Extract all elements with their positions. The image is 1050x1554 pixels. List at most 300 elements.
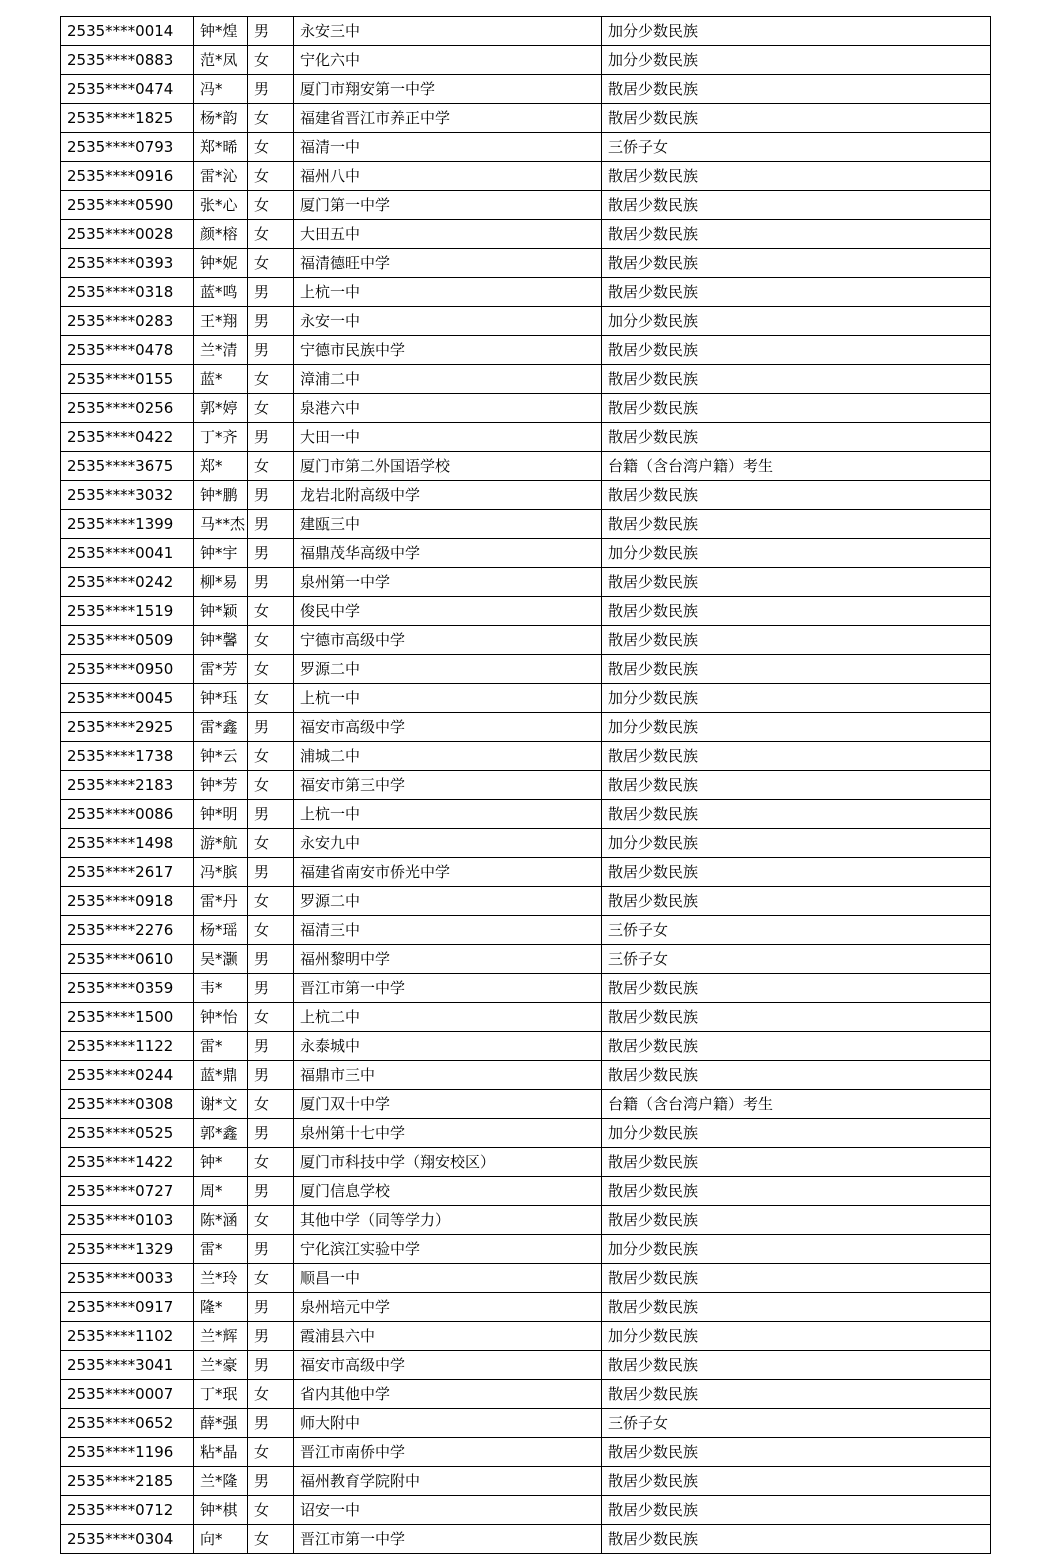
cell-name: 雷*芳 [194, 655, 248, 684]
cell-name: 丁*珉 [194, 1380, 248, 1409]
cell-type: 台籍（含台湾户籍）考生 [602, 1090, 991, 1119]
cell-sex: 女 [248, 1264, 294, 1293]
cell-type: 加分少数民族 [602, 46, 991, 75]
cell-id: 2535****0283 [61, 307, 194, 336]
cell-id: 2535****0474 [61, 75, 194, 104]
cell-school: 厦门市翔安第一中学 [294, 75, 602, 104]
candidate-roster-table [60, 16, 991, 1554]
cell-id: 2535****0007 [61, 1380, 194, 1409]
cell-name: 兰*清 [194, 336, 248, 365]
cell-school: 福鼎茂华高级中学 [294, 539, 602, 568]
cell-sex: 女 [248, 655, 294, 684]
cell-sex: 男 [248, 481, 294, 510]
table-row [61, 423, 991, 452]
cell-sex: 女 [248, 597, 294, 626]
cell-sex: 男 [248, 974, 294, 1003]
table-row [61, 1032, 991, 1061]
cell-id: 2535****0045 [61, 684, 194, 713]
cell-type: 散居少数民族 [602, 162, 991, 191]
cell-school: 大田五中 [294, 220, 602, 249]
cell-sex: 女 [248, 626, 294, 655]
cell-school: 福州黎明中学 [294, 945, 602, 974]
cell-sex: 女 [248, 1003, 294, 1032]
table-row [61, 1090, 991, 1119]
cell-id: 2535****0308 [61, 1090, 194, 1119]
cell-type: 散居少数民族 [602, 1525, 991, 1554]
table-row [61, 191, 991, 220]
cell-name: 颜*榕 [194, 220, 248, 249]
cell-type: 散居少数民族 [602, 771, 991, 800]
cell-sex: 男 [248, 1061, 294, 1090]
cell-id: 2535****0086 [61, 800, 194, 829]
cell-type: 散居少数民族 [602, 220, 991, 249]
cell-type: 加分少数民族 [602, 684, 991, 713]
cell-id: 2535****0610 [61, 945, 194, 974]
table-row [61, 1061, 991, 1090]
table-row [61, 829, 991, 858]
cell-sex: 女 [248, 1090, 294, 1119]
table-row [61, 568, 991, 597]
table-row [61, 1235, 991, 1264]
cell-type: 加分少数民族 [602, 307, 991, 336]
table-row [61, 655, 991, 684]
cell-type: 加分少数民族 [602, 1235, 991, 1264]
cell-sex: 男 [248, 307, 294, 336]
cell-id: 2535****0041 [61, 539, 194, 568]
cell-name: 向* [194, 1525, 248, 1554]
cell-type: 加分少数民族 [602, 1322, 991, 1351]
table-row [61, 974, 991, 1003]
cell-type: 三侨子女 [602, 916, 991, 945]
table-row [61, 307, 991, 336]
cell-id: 2535****1122 [61, 1032, 194, 1061]
cell-id: 2535****0590 [61, 191, 194, 220]
cell-name: 游*航 [194, 829, 248, 858]
table-row [61, 626, 991, 655]
cell-sex: 男 [248, 858, 294, 887]
table-row [61, 771, 991, 800]
table-row [61, 597, 991, 626]
table-row [61, 1322, 991, 1351]
cell-id: 2535****2925 [61, 713, 194, 742]
cell-sex: 男 [248, 278, 294, 307]
table-row [61, 133, 991, 162]
cell-id: 2535****0652 [61, 1409, 194, 1438]
cell-type: 加分少数民族 [602, 1119, 991, 1148]
table-row [61, 1409, 991, 1438]
cell-sex: 女 [248, 1206, 294, 1235]
cell-name: 钟*妮 [194, 249, 248, 278]
cell-school: 浦城二中 [294, 742, 602, 771]
cell-sex: 女 [248, 1438, 294, 1467]
cell-name: 冯* [194, 75, 248, 104]
cell-school: 福清一中 [294, 133, 602, 162]
cell-id: 2535****1519 [61, 597, 194, 626]
cell-name: 兰*隆 [194, 1467, 248, 1496]
cell-id: 2535****2183 [61, 771, 194, 800]
cell-school: 永泰城中 [294, 1032, 602, 1061]
cell-type: 三侨子女 [602, 945, 991, 974]
cell-type: 散居少数民族 [602, 510, 991, 539]
cell-school: 宁德市高级中学 [294, 626, 602, 655]
table-row [61, 394, 991, 423]
cell-school: 福清德旺中学 [294, 249, 602, 278]
cell-type: 散居少数民族 [602, 1061, 991, 1090]
cell-sex: 女 [248, 46, 294, 75]
cell-id: 2535****0525 [61, 1119, 194, 1148]
cell-school: 厦门信息学校 [294, 1177, 602, 1206]
cell-type: 散居少数民族 [602, 1206, 991, 1235]
cell-id: 2535****0727 [61, 1177, 194, 1206]
cell-id: 2535****0256 [61, 394, 194, 423]
table-row [61, 481, 991, 510]
cell-type: 散居少数民族 [602, 191, 991, 220]
cell-name: 蓝*鼎 [194, 1061, 248, 1090]
cell-type: 散居少数民族 [602, 800, 991, 829]
table-row [61, 539, 991, 568]
cell-id: 2535****3675 [61, 452, 194, 481]
table-row [61, 336, 991, 365]
roster-body [61, 17, 991, 1554]
cell-id: 2535****0359 [61, 974, 194, 1003]
cell-name: 谢*文 [194, 1090, 248, 1119]
cell-id: 2535****1500 [61, 1003, 194, 1032]
table-row [61, 684, 991, 713]
cell-type: 散居少数民族 [602, 597, 991, 626]
cell-name: 钟*鹏 [194, 481, 248, 510]
cell-sex: 女 [248, 771, 294, 800]
cell-school: 宁德市民族中学 [294, 336, 602, 365]
cell-school: 晋江市第一中学 [294, 1525, 602, 1554]
cell-name: 郭*婷 [194, 394, 248, 423]
cell-school: 罗源二中 [294, 887, 602, 916]
cell-school: 罗源二中 [294, 655, 602, 684]
cell-school: 上杭二中 [294, 1003, 602, 1032]
table-row [61, 75, 991, 104]
cell-id: 2535****2617 [61, 858, 194, 887]
cell-school: 泉港六中 [294, 394, 602, 423]
table-row [61, 858, 991, 887]
cell-type: 散居少数民族 [602, 394, 991, 423]
cell-school: 福安市第三中学 [294, 771, 602, 800]
cell-sex: 女 [248, 684, 294, 713]
cell-school: 晋江市第一中学 [294, 974, 602, 1003]
cell-type: 散居少数民族 [602, 75, 991, 104]
cell-sex: 女 [248, 249, 294, 278]
cell-school: 顺昌一中 [294, 1264, 602, 1293]
cell-school: 漳浦二中 [294, 365, 602, 394]
cell-id: 2535****0883 [61, 46, 194, 75]
cell-type: 散居少数民族 [602, 1003, 991, 1032]
cell-id: 2535****2185 [61, 1467, 194, 1496]
cell-sex: 男 [248, 1293, 294, 1322]
cell-name: 钟*煌 [194, 17, 248, 46]
cell-type: 散居少数民族 [602, 1148, 991, 1177]
table-row [61, 1438, 991, 1467]
cell-id: 2535****0033 [61, 1264, 194, 1293]
table-row [61, 17, 991, 46]
cell-id: 2535****2276 [61, 916, 194, 945]
cell-type: 散居少数民族 [602, 887, 991, 916]
table-row [61, 1380, 991, 1409]
table-row [61, 1467, 991, 1496]
cell-type: 散居少数民族 [602, 1032, 991, 1061]
table-row [61, 249, 991, 278]
cell-school: 泉州培元中学 [294, 1293, 602, 1322]
cell-school: 厦门第一中学 [294, 191, 602, 220]
cell-id: 2535****1738 [61, 742, 194, 771]
cell-type: 三侨子女 [602, 1409, 991, 1438]
cell-school: 福安市高级中学 [294, 1351, 602, 1380]
cell-type: 三侨子女 [602, 133, 991, 162]
cell-name: 雷* [194, 1032, 248, 1061]
cell-type: 散居少数民族 [602, 1380, 991, 1409]
cell-id: 2535****0244 [61, 1061, 194, 1090]
table-row [61, 1351, 991, 1380]
cell-type: 散居少数民族 [602, 481, 991, 510]
cell-name: 周* [194, 1177, 248, 1206]
cell-sex: 男 [248, 1409, 294, 1438]
cell-school: 永安一中 [294, 307, 602, 336]
table-row [61, 46, 991, 75]
cell-sex: 男 [248, 1351, 294, 1380]
cell-id: 2535****0793 [61, 133, 194, 162]
cell-sex: 女 [248, 1525, 294, 1554]
table-row [61, 1148, 991, 1177]
cell-id: 2535****0242 [61, 568, 194, 597]
cell-name: 薛*强 [194, 1409, 248, 1438]
cell-type: 散居少数民族 [602, 1264, 991, 1293]
cell-school: 上杭一中 [294, 278, 602, 307]
cell-name: 隆* [194, 1293, 248, 1322]
cell-sex: 男 [248, 539, 294, 568]
cell-name: 蓝* [194, 365, 248, 394]
cell-school: 泉州第十七中学 [294, 1119, 602, 1148]
cell-id: 2535****0712 [61, 1496, 194, 1525]
cell-sex: 女 [248, 365, 294, 394]
table-row [61, 104, 991, 133]
table-row [61, 713, 991, 742]
cell-sex: 男 [248, 713, 294, 742]
cell-id: 2535****1196 [61, 1438, 194, 1467]
cell-school: 霞浦县六中 [294, 1322, 602, 1351]
cell-name: 陈*涵 [194, 1206, 248, 1235]
cell-school: 福建省南安市侨光中学 [294, 858, 602, 887]
cell-name: 钟*芳 [194, 771, 248, 800]
cell-name: 杨*韵 [194, 104, 248, 133]
cell-name: 钟* [194, 1148, 248, 1177]
cell-type: 散居少数民族 [602, 423, 991, 452]
table-row [61, 887, 991, 916]
cell-type: 散居少数民族 [602, 655, 991, 684]
table-row [61, 945, 991, 974]
cell-type: 散居少数民族 [602, 1177, 991, 1206]
cell-school: 厦门市第二外国语学校 [294, 452, 602, 481]
cell-name: 钟*云 [194, 742, 248, 771]
cell-name: 范*凤 [194, 46, 248, 75]
cell-sex: 男 [248, 568, 294, 597]
cell-school: 诏安一中 [294, 1496, 602, 1525]
cell-school: 上杭一中 [294, 800, 602, 829]
cell-type: 散居少数民族 [602, 1438, 991, 1467]
cell-school: 永安三中 [294, 17, 602, 46]
cell-sex: 男 [248, 945, 294, 974]
cell-type: 散居少数民族 [602, 974, 991, 1003]
cell-type: 散居少数民族 [602, 249, 991, 278]
cell-name: 粘*晶 [194, 1438, 248, 1467]
cell-type: 台籍（含台湾户籍）考生 [602, 452, 991, 481]
cell-id: 2535****0155 [61, 365, 194, 394]
cell-type: 散居少数民族 [602, 278, 991, 307]
cell-school: 福州教育学院附中 [294, 1467, 602, 1496]
cell-id: 2535****1422 [61, 1148, 194, 1177]
cell-name: 雷*鑫 [194, 713, 248, 742]
cell-school: 福清三中 [294, 916, 602, 945]
cell-name: 马**杰 [194, 510, 248, 539]
table-row [61, 278, 991, 307]
table-row [61, 800, 991, 829]
table-row [61, 1177, 991, 1206]
table-row [61, 1003, 991, 1032]
cell-id: 2535****1102 [61, 1322, 194, 1351]
cell-school: 福建省晋江市养正中学 [294, 104, 602, 133]
cell-id: 2535****1329 [61, 1235, 194, 1264]
cell-name: 吴*灏 [194, 945, 248, 974]
cell-id: 2535****0304 [61, 1525, 194, 1554]
cell-name: 兰*玲 [194, 1264, 248, 1293]
cell-name: 钟*馨 [194, 626, 248, 655]
cell-sex: 男 [248, 17, 294, 46]
table-row [61, 365, 991, 394]
cell-type: 散居少数民族 [602, 1293, 991, 1322]
cell-school: 泉州第一中学 [294, 568, 602, 597]
cell-name: 郭*鑫 [194, 1119, 248, 1148]
cell-school: 上杭一中 [294, 684, 602, 713]
cell-sex: 女 [248, 452, 294, 481]
cell-sex: 女 [248, 1380, 294, 1409]
cell-name: 张*心 [194, 191, 248, 220]
cell-type: 散居少数民族 [602, 626, 991, 655]
cell-name: 郑*晞 [194, 133, 248, 162]
cell-type: 散居少数民族 [602, 568, 991, 597]
cell-sex: 男 [248, 75, 294, 104]
cell-id: 2535****0422 [61, 423, 194, 452]
cell-school: 龙岩北附高级中学 [294, 481, 602, 510]
cell-sex: 女 [248, 916, 294, 945]
cell-name: 兰*豪 [194, 1351, 248, 1380]
cell-school: 师大附中 [294, 1409, 602, 1438]
cell-type: 加分少数民族 [602, 539, 991, 568]
table-row [61, 1206, 991, 1235]
cell-sex: 男 [248, 423, 294, 452]
cell-type: 加分少数民族 [602, 829, 991, 858]
cell-type: 散居少数民族 [602, 1351, 991, 1380]
cell-sex: 女 [248, 742, 294, 771]
cell-id: 2535****0028 [61, 220, 194, 249]
cell-school: 福州八中 [294, 162, 602, 191]
cell-sex: 男 [248, 336, 294, 365]
cell-school: 省内其他中学 [294, 1380, 602, 1409]
cell-name: 钟*怡 [194, 1003, 248, 1032]
cell-sex: 女 [248, 220, 294, 249]
cell-type: 散居少数民族 [602, 104, 991, 133]
cell-name: 柳*易 [194, 568, 248, 597]
cell-id: 2535****0393 [61, 249, 194, 278]
cell-school: 永安九中 [294, 829, 602, 858]
cell-name: 丁*齐 [194, 423, 248, 452]
cell-sex: 女 [248, 887, 294, 916]
cell-name: 钟*珏 [194, 684, 248, 713]
cell-sex: 男 [248, 1322, 294, 1351]
cell-sex: 男 [248, 1467, 294, 1496]
cell-school: 宁化滨江实验中学 [294, 1235, 602, 1264]
cell-sex: 女 [248, 133, 294, 162]
cell-id: 2535****0478 [61, 336, 194, 365]
cell-type: 散居少数民族 [602, 336, 991, 365]
cell-school: 厦门双十中学 [294, 1090, 602, 1119]
cell-id: 2535****3041 [61, 1351, 194, 1380]
cell-name: 雷*丹 [194, 887, 248, 916]
cell-id: 2535****0917 [61, 1293, 194, 1322]
cell-id: 2535****1498 [61, 829, 194, 858]
cell-name: 雷*沁 [194, 162, 248, 191]
cell-sex: 女 [248, 1148, 294, 1177]
cell-school: 建瓯三中 [294, 510, 602, 539]
cell-id: 2535****0918 [61, 887, 194, 916]
cell-id: 2535****0103 [61, 1206, 194, 1235]
table-row [61, 162, 991, 191]
cell-school: 厦门市科技中学（翔安校区） [294, 1148, 602, 1177]
cell-name: 雷* [194, 1235, 248, 1264]
cell-sex: 女 [248, 829, 294, 858]
table-row [61, 1293, 991, 1322]
cell-id: 2535****0950 [61, 655, 194, 684]
cell-sex: 女 [248, 191, 294, 220]
cell-name: 韦* [194, 974, 248, 1003]
cell-sex: 男 [248, 1235, 294, 1264]
cell-type: 散居少数民族 [602, 365, 991, 394]
cell-id: 2535****0916 [61, 162, 194, 191]
cell-id: 2535****0318 [61, 278, 194, 307]
cell-sex: 女 [248, 394, 294, 423]
cell-school: 福安市高级中学 [294, 713, 602, 742]
cell-id: 2535****0509 [61, 626, 194, 655]
cell-id: 2535****1399 [61, 510, 194, 539]
cell-name: 钟*颖 [194, 597, 248, 626]
cell-school: 晋江市南侨中学 [294, 1438, 602, 1467]
table-row [61, 916, 991, 945]
cell-school: 其他中学（同等学力） [294, 1206, 602, 1235]
cell-type: 散居少数民族 [602, 858, 991, 887]
cell-type: 散居少数民族 [602, 1496, 991, 1525]
table-row [61, 1264, 991, 1293]
cell-school: 福鼎市三中 [294, 1061, 602, 1090]
table-row [61, 220, 991, 249]
table-row [61, 452, 991, 481]
cell-sex: 男 [248, 1119, 294, 1148]
table-row [61, 1119, 991, 1148]
cell-name: 钟*宇 [194, 539, 248, 568]
cell-school: 大田一中 [294, 423, 602, 452]
cell-name: 钟*明 [194, 800, 248, 829]
cell-id: 2535****0014 [61, 17, 194, 46]
cell-sex: 女 [248, 104, 294, 133]
cell-name: 蓝*鸣 [194, 278, 248, 307]
cell-sex: 男 [248, 1032, 294, 1061]
cell-id: 2535****3032 [61, 481, 194, 510]
cell-sex: 女 [248, 162, 294, 191]
cell-sex: 女 [248, 1496, 294, 1525]
